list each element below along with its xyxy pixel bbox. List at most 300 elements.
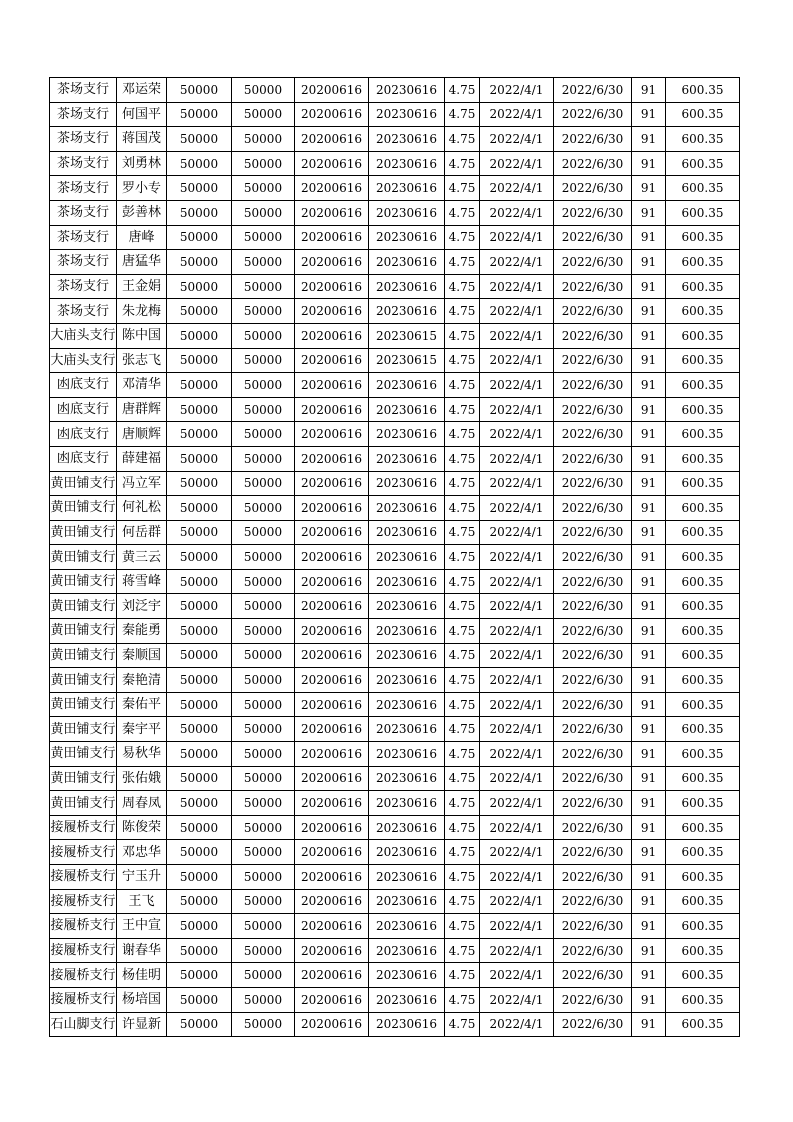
rate-cell: 4.75 bbox=[445, 446, 480, 471]
interest-cell: 600.35 bbox=[666, 78, 740, 103]
end-date-cell: 20230616 bbox=[369, 127, 445, 152]
rate-cell: 4.75 bbox=[445, 692, 480, 717]
end-date-cell: 20230616 bbox=[369, 200, 445, 225]
interest-cell: 600.35 bbox=[666, 742, 740, 767]
period-end-cell: 2022/6/30 bbox=[554, 619, 632, 644]
balance-cell: 50000 bbox=[232, 471, 295, 496]
end-date-cell: 20230616 bbox=[369, 250, 445, 275]
end-date-cell: 20230616 bbox=[369, 102, 445, 127]
period-start-cell: 2022/4/1 bbox=[480, 250, 554, 275]
loan-amount-cell: 50000 bbox=[167, 963, 232, 988]
table-row bbox=[50, 496, 740, 521]
days-cell: 91 bbox=[632, 151, 666, 176]
days-cell: 91 bbox=[632, 102, 666, 127]
table-row bbox=[50, 200, 740, 225]
name-cell: 张志飞 bbox=[117, 348, 167, 373]
name-cell: 张佑娥 bbox=[117, 766, 167, 791]
end-date-cell: 20230616 bbox=[369, 446, 445, 471]
interest-cell: 600.35 bbox=[666, 791, 740, 816]
name-cell: 蒋雪峰 bbox=[117, 569, 167, 594]
end-date-cell: 20230616 bbox=[369, 225, 445, 250]
days-cell: 91 bbox=[632, 766, 666, 791]
start-date-cell: 20200616 bbox=[295, 938, 369, 963]
period-end-cell: 2022/6/30 bbox=[554, 840, 632, 865]
loan-amount-cell: 50000 bbox=[167, 594, 232, 619]
balance-cell: 50000 bbox=[232, 987, 295, 1012]
start-date-cell: 20200616 bbox=[295, 496, 369, 521]
start-date-cell: 20200616 bbox=[295, 619, 369, 644]
rate-cell: 4.75 bbox=[445, 545, 480, 570]
end-date-cell: 20230616 bbox=[369, 742, 445, 767]
end-date-cell: 20230616 bbox=[369, 668, 445, 693]
interest-cell: 600.35 bbox=[666, 668, 740, 693]
table-row bbox=[50, 865, 740, 890]
period-start-cell: 2022/4/1 bbox=[480, 127, 554, 152]
period-start-cell: 2022/4/1 bbox=[480, 151, 554, 176]
period-start-cell: 2022/4/1 bbox=[480, 766, 554, 791]
days-cell: 91 bbox=[632, 840, 666, 865]
table-row bbox=[50, 78, 740, 103]
name-cell: 王金娟 bbox=[117, 274, 167, 299]
rate-cell: 4.75 bbox=[445, 127, 480, 152]
loan-amount-cell: 50000 bbox=[167, 791, 232, 816]
table-row bbox=[50, 250, 740, 275]
rate-cell: 4.75 bbox=[445, 102, 480, 127]
balance-cell: 50000 bbox=[232, 446, 295, 471]
name-cell: 邓运荣 bbox=[117, 78, 167, 103]
period-start-cell: 2022/4/1 bbox=[480, 742, 554, 767]
period-start-cell: 2022/4/1 bbox=[480, 594, 554, 619]
name-cell: 唐峰 bbox=[117, 225, 167, 250]
period-start-cell: 2022/4/1 bbox=[480, 373, 554, 398]
start-date-cell: 20200616 bbox=[295, 594, 369, 619]
branch-cell: 黄田铺支行 bbox=[50, 471, 117, 496]
start-date-cell: 20200616 bbox=[295, 742, 369, 767]
end-date-cell: 20230616 bbox=[369, 151, 445, 176]
period-end-cell: 2022/6/30 bbox=[554, 668, 632, 693]
days-cell: 91 bbox=[632, 987, 666, 1012]
table-row bbox=[50, 569, 740, 594]
name-cell: 邓清华 bbox=[117, 373, 167, 398]
period-end-cell: 2022/6/30 bbox=[554, 791, 632, 816]
loan-amount-cell: 50000 bbox=[167, 446, 232, 471]
days-cell: 91 bbox=[632, 668, 666, 693]
balance-cell: 50000 bbox=[232, 815, 295, 840]
branch-cell: 黄田铺支行 bbox=[50, 520, 117, 545]
start-date-cell: 20200616 bbox=[295, 102, 369, 127]
balance-cell: 50000 bbox=[232, 520, 295, 545]
name-cell: 唐群辉 bbox=[117, 397, 167, 422]
end-date-cell: 20230616 bbox=[369, 545, 445, 570]
loan-amount-cell: 50000 bbox=[167, 102, 232, 127]
name-cell: 刘勇林 bbox=[117, 151, 167, 176]
table-row bbox=[50, 422, 740, 447]
period-start-cell: 2022/4/1 bbox=[480, 323, 554, 348]
period-end-cell: 2022/6/30 bbox=[554, 225, 632, 250]
period-end-cell: 2022/6/30 bbox=[554, 422, 632, 447]
end-date-cell: 20230616 bbox=[369, 619, 445, 644]
start-date-cell: 20200616 bbox=[295, 373, 369, 398]
rate-cell: 4.75 bbox=[445, 274, 480, 299]
days-cell: 91 bbox=[632, 594, 666, 619]
interest-cell: 600.35 bbox=[666, 397, 740, 422]
end-date-cell: 20230616 bbox=[369, 791, 445, 816]
interest-cell: 600.35 bbox=[666, 545, 740, 570]
branch-cell: 凼底支行 bbox=[50, 422, 117, 447]
period-end-cell: 2022/6/30 bbox=[554, 127, 632, 152]
end-date-cell: 20230616 bbox=[369, 938, 445, 963]
name-cell: 邓忠华 bbox=[117, 840, 167, 865]
name-cell: 黄三云 bbox=[117, 545, 167, 570]
balance-cell: 50000 bbox=[232, 299, 295, 324]
branch-cell: 茶场支行 bbox=[50, 299, 117, 324]
start-date-cell: 20200616 bbox=[295, 692, 369, 717]
branch-cell: 凼底支行 bbox=[50, 373, 117, 398]
interest-cell: 600.35 bbox=[666, 889, 740, 914]
rate-cell: 4.75 bbox=[445, 520, 480, 545]
name-cell: 朱龙梅 bbox=[117, 299, 167, 324]
period-end-cell: 2022/6/30 bbox=[554, 78, 632, 103]
start-date-cell: 20200616 bbox=[295, 78, 369, 103]
days-cell: 91 bbox=[632, 78, 666, 103]
balance-cell: 50000 bbox=[232, 791, 295, 816]
branch-cell: 黄田铺支行 bbox=[50, 594, 117, 619]
period-start-cell: 2022/4/1 bbox=[480, 471, 554, 496]
rate-cell: 4.75 bbox=[445, 889, 480, 914]
loan-amount-cell: 50000 bbox=[167, 348, 232, 373]
table-row bbox=[50, 963, 740, 988]
start-date-cell: 20200616 bbox=[295, 963, 369, 988]
rate-cell: 4.75 bbox=[445, 619, 480, 644]
start-date-cell: 20200616 bbox=[295, 545, 369, 570]
days-cell: 91 bbox=[632, 692, 666, 717]
rate-cell: 4.75 bbox=[445, 914, 480, 939]
rate-cell: 4.75 bbox=[445, 471, 480, 496]
days-cell: 91 bbox=[632, 889, 666, 914]
interest-cell: 600.35 bbox=[666, 692, 740, 717]
period-end-cell: 2022/6/30 bbox=[554, 545, 632, 570]
table-row bbox=[50, 373, 740, 398]
days-cell: 91 bbox=[632, 200, 666, 225]
days-cell: 91 bbox=[632, 496, 666, 521]
period-end-cell: 2022/6/30 bbox=[554, 323, 632, 348]
loan-amount-cell: 50000 bbox=[167, 815, 232, 840]
period-start-cell: 2022/4/1 bbox=[480, 274, 554, 299]
balance-cell: 50000 bbox=[232, 766, 295, 791]
period-end-cell: 2022/6/30 bbox=[554, 569, 632, 594]
interest-cell: 600.35 bbox=[666, 569, 740, 594]
days-cell: 91 bbox=[632, 520, 666, 545]
period-end-cell: 2022/6/30 bbox=[554, 496, 632, 521]
table-row bbox=[50, 348, 740, 373]
end-date-cell: 20230616 bbox=[369, 914, 445, 939]
rate-cell: 4.75 bbox=[445, 668, 480, 693]
period-start-cell: 2022/4/1 bbox=[480, 78, 554, 103]
balance-cell: 50000 bbox=[232, 102, 295, 127]
table-row bbox=[50, 225, 740, 250]
end-date-cell: 20230616 bbox=[369, 987, 445, 1012]
rate-cell: 4.75 bbox=[445, 373, 480, 398]
loan-amount-cell: 50000 bbox=[167, 717, 232, 742]
balance-cell: 50000 bbox=[232, 496, 295, 521]
interest-cell: 600.35 bbox=[666, 102, 740, 127]
end-date-cell: 20230616 bbox=[369, 865, 445, 890]
table-row bbox=[50, 938, 740, 963]
period-start-cell: 2022/4/1 bbox=[480, 422, 554, 447]
days-cell: 91 bbox=[632, 742, 666, 767]
loan-amount-cell: 50000 bbox=[167, 127, 232, 152]
period-start-cell: 2022/4/1 bbox=[480, 446, 554, 471]
branch-cell: 茶场支行 bbox=[50, 200, 117, 225]
period-start-cell: 2022/4/1 bbox=[480, 914, 554, 939]
days-cell: 91 bbox=[632, 865, 666, 890]
period-start-cell: 2022/4/1 bbox=[480, 717, 554, 742]
end-date-cell: 20230616 bbox=[369, 643, 445, 668]
branch-cell: 凼底支行 bbox=[50, 446, 117, 471]
branch-cell: 黄田铺支行 bbox=[50, 619, 117, 644]
end-date-cell: 20230616 bbox=[369, 569, 445, 594]
table-row bbox=[50, 397, 740, 422]
branch-cell: 茶场支行 bbox=[50, 274, 117, 299]
interest-cell: 600.35 bbox=[666, 471, 740, 496]
branch-cell: 黄田铺支行 bbox=[50, 643, 117, 668]
name-cell: 秦艳清 bbox=[117, 668, 167, 693]
balance-cell: 50000 bbox=[232, 963, 295, 988]
loan-amount-cell: 50000 bbox=[167, 865, 232, 890]
name-cell: 罗小专 bbox=[117, 176, 167, 201]
balance-cell: 50000 bbox=[232, 668, 295, 693]
loan-amount-cell: 50000 bbox=[167, 742, 232, 767]
interest-cell: 600.35 bbox=[666, 422, 740, 447]
start-date-cell: 20200616 bbox=[295, 323, 369, 348]
start-date-cell: 20200616 bbox=[295, 717, 369, 742]
rate-cell: 4.75 bbox=[445, 78, 480, 103]
rate-cell: 4.75 bbox=[445, 397, 480, 422]
end-date-cell: 20230616 bbox=[369, 78, 445, 103]
days-cell: 91 bbox=[632, 963, 666, 988]
rate-cell: 4.75 bbox=[445, 250, 480, 275]
period-start-cell: 2022/4/1 bbox=[480, 225, 554, 250]
branch-cell: 黄田铺支行 bbox=[50, 717, 117, 742]
rate-cell: 4.75 bbox=[445, 865, 480, 890]
period-end-cell: 2022/6/30 bbox=[554, 987, 632, 1012]
end-date-cell: 20230616 bbox=[369, 963, 445, 988]
loan-amount-cell: 50000 bbox=[167, 373, 232, 398]
days-cell: 91 bbox=[632, 446, 666, 471]
name-cell: 刘泛宇 bbox=[117, 594, 167, 619]
rate-cell: 4.75 bbox=[445, 742, 480, 767]
branch-cell: 接履桥支行 bbox=[50, 914, 117, 939]
table-row bbox=[50, 323, 740, 348]
period-start-cell: 2022/4/1 bbox=[480, 815, 554, 840]
start-date-cell: 20200616 bbox=[295, 176, 369, 201]
rate-cell: 4.75 bbox=[445, 840, 480, 865]
rate-cell: 4.75 bbox=[445, 151, 480, 176]
name-cell: 易秋华 bbox=[117, 742, 167, 767]
start-date-cell: 20200616 bbox=[295, 840, 369, 865]
branch-cell: 黄田铺支行 bbox=[50, 692, 117, 717]
branch-cell: 接履桥支行 bbox=[50, 889, 117, 914]
period-end-cell: 2022/6/30 bbox=[554, 176, 632, 201]
period-start-cell: 2022/4/1 bbox=[480, 397, 554, 422]
branch-cell: 大庙头支行 bbox=[50, 348, 117, 373]
balance-cell: 50000 bbox=[232, 619, 295, 644]
balance-cell: 50000 bbox=[232, 692, 295, 717]
interest-cell: 600.35 bbox=[666, 619, 740, 644]
balance-cell: 50000 bbox=[232, 176, 295, 201]
name-cell: 何礼松 bbox=[117, 496, 167, 521]
branch-cell: 茶场支行 bbox=[50, 102, 117, 127]
table-row bbox=[50, 619, 740, 644]
period-start-cell: 2022/4/1 bbox=[480, 791, 554, 816]
branch-cell: 接履桥支行 bbox=[50, 815, 117, 840]
table-row bbox=[50, 545, 740, 570]
period-start-cell: 2022/4/1 bbox=[480, 520, 554, 545]
start-date-cell: 20200616 bbox=[295, 151, 369, 176]
start-date-cell: 20200616 bbox=[295, 569, 369, 594]
name-cell: 陈俊荣 bbox=[117, 815, 167, 840]
end-date-cell: 20230616 bbox=[369, 1012, 445, 1037]
period-end-cell: 2022/6/30 bbox=[554, 151, 632, 176]
loan-amount-cell: 50000 bbox=[167, 397, 232, 422]
interest-cell: 600.35 bbox=[666, 717, 740, 742]
branch-cell: 黄田铺支行 bbox=[50, 545, 117, 570]
table-row bbox=[50, 176, 740, 201]
loan-amount-cell: 50000 bbox=[167, 938, 232, 963]
interest-cell: 600.35 bbox=[666, 348, 740, 373]
name-cell: 杨培国 bbox=[117, 987, 167, 1012]
end-date-cell: 20230616 bbox=[369, 840, 445, 865]
balance-cell: 50000 bbox=[232, 250, 295, 275]
balance-cell: 50000 bbox=[232, 840, 295, 865]
days-cell: 91 bbox=[632, 569, 666, 594]
interest-cell: 600.35 bbox=[666, 127, 740, 152]
end-date-cell: 20230616 bbox=[369, 692, 445, 717]
branch-cell: 黄田铺支行 bbox=[50, 569, 117, 594]
loan-amount-cell: 50000 bbox=[167, 323, 232, 348]
balance-cell: 50000 bbox=[232, 373, 295, 398]
period-start-cell: 2022/4/1 bbox=[480, 840, 554, 865]
table-row bbox=[50, 520, 740, 545]
loan-amount-cell: 50000 bbox=[167, 619, 232, 644]
period-end-cell: 2022/6/30 bbox=[554, 250, 632, 275]
name-cell: 杨佳明 bbox=[117, 963, 167, 988]
name-cell: 唐猛华 bbox=[117, 250, 167, 275]
period-start-cell: 2022/4/1 bbox=[480, 102, 554, 127]
loan-amount-cell: 50000 bbox=[167, 225, 232, 250]
start-date-cell: 20200616 bbox=[295, 422, 369, 447]
rate-cell: 4.75 bbox=[445, 299, 480, 324]
interest-cell: 600.35 bbox=[666, 176, 740, 201]
balance-cell: 50000 bbox=[232, 717, 295, 742]
rate-cell: 4.75 bbox=[445, 323, 480, 348]
period-end-cell: 2022/6/30 bbox=[554, 717, 632, 742]
balance-cell: 50000 bbox=[232, 225, 295, 250]
period-end-cell: 2022/6/30 bbox=[554, 914, 632, 939]
branch-cell: 茶场支行 bbox=[50, 225, 117, 250]
name-cell: 秦能勇 bbox=[117, 619, 167, 644]
balance-cell: 50000 bbox=[232, 594, 295, 619]
loan-amount-cell: 50000 bbox=[167, 274, 232, 299]
table-row bbox=[50, 815, 740, 840]
loan-amount-cell: 50000 bbox=[167, 914, 232, 939]
loan-amount-cell: 50000 bbox=[167, 78, 232, 103]
period-end-cell: 2022/6/30 bbox=[554, 102, 632, 127]
days-cell: 91 bbox=[632, 397, 666, 422]
balance-cell: 50000 bbox=[232, 200, 295, 225]
start-date-cell: 20200616 bbox=[295, 274, 369, 299]
days-cell: 91 bbox=[632, 717, 666, 742]
rate-cell: 4.75 bbox=[445, 348, 480, 373]
days-cell: 91 bbox=[632, 1012, 666, 1037]
branch-cell: 接履桥支行 bbox=[50, 987, 117, 1012]
table-row bbox=[50, 102, 740, 127]
period-end-cell: 2022/6/30 bbox=[554, 200, 632, 225]
period-start-cell: 2022/4/1 bbox=[480, 1012, 554, 1037]
rate-cell: 4.75 bbox=[445, 569, 480, 594]
interest-cell: 600.35 bbox=[666, 496, 740, 521]
branch-cell: 茶场支行 bbox=[50, 151, 117, 176]
interest-cell: 600.35 bbox=[666, 250, 740, 275]
days-cell: 91 bbox=[632, 299, 666, 324]
name-cell: 王飞 bbox=[117, 889, 167, 914]
table-row bbox=[50, 594, 740, 619]
branch-cell: 接履桥支行 bbox=[50, 840, 117, 865]
start-date-cell: 20200616 bbox=[295, 815, 369, 840]
interest-cell: 600.35 bbox=[666, 151, 740, 176]
interest-cell: 600.35 bbox=[666, 274, 740, 299]
period-end-cell: 2022/6/30 bbox=[554, 938, 632, 963]
days-cell: 91 bbox=[632, 619, 666, 644]
name-cell: 周春凤 bbox=[117, 791, 167, 816]
start-date-cell: 20200616 bbox=[295, 914, 369, 939]
balance-cell: 50000 bbox=[232, 865, 295, 890]
table-row bbox=[50, 274, 740, 299]
branch-cell: 黄田铺支行 bbox=[50, 766, 117, 791]
table-row bbox=[50, 643, 740, 668]
interest-cell: 600.35 bbox=[666, 594, 740, 619]
rate-cell: 4.75 bbox=[445, 594, 480, 619]
name-cell: 陈中国 bbox=[117, 323, 167, 348]
days-cell: 91 bbox=[632, 274, 666, 299]
interest-cell: 600.35 bbox=[666, 643, 740, 668]
branch-cell: 黄田铺支行 bbox=[50, 496, 117, 521]
name-cell: 彭善林 bbox=[117, 200, 167, 225]
interest-cell: 600.35 bbox=[666, 446, 740, 471]
branch-cell: 茶场支行 bbox=[50, 127, 117, 152]
start-date-cell: 20200616 bbox=[295, 889, 369, 914]
days-cell: 91 bbox=[632, 176, 666, 201]
table-row bbox=[50, 127, 740, 152]
period-start-cell: 2022/4/1 bbox=[480, 668, 554, 693]
end-date-cell: 20230616 bbox=[369, 815, 445, 840]
period-end-cell: 2022/6/30 bbox=[554, 594, 632, 619]
rate-cell: 4.75 bbox=[445, 496, 480, 521]
interest-cell: 600.35 bbox=[666, 373, 740, 398]
start-date-cell: 20200616 bbox=[295, 299, 369, 324]
interest-cell: 600.35 bbox=[666, 200, 740, 225]
balance-cell: 50000 bbox=[232, 889, 295, 914]
name-cell: 唐顺辉 bbox=[117, 422, 167, 447]
start-date-cell: 20200616 bbox=[295, 250, 369, 275]
period-end-cell: 2022/6/30 bbox=[554, 373, 632, 398]
period-start-cell: 2022/4/1 bbox=[480, 545, 554, 570]
period-end-cell: 2022/6/30 bbox=[554, 299, 632, 324]
rate-cell: 4.75 bbox=[445, 938, 480, 963]
balance-cell: 50000 bbox=[232, 274, 295, 299]
period-end-cell: 2022/6/30 bbox=[554, 471, 632, 496]
rate-cell: 4.75 bbox=[445, 791, 480, 816]
